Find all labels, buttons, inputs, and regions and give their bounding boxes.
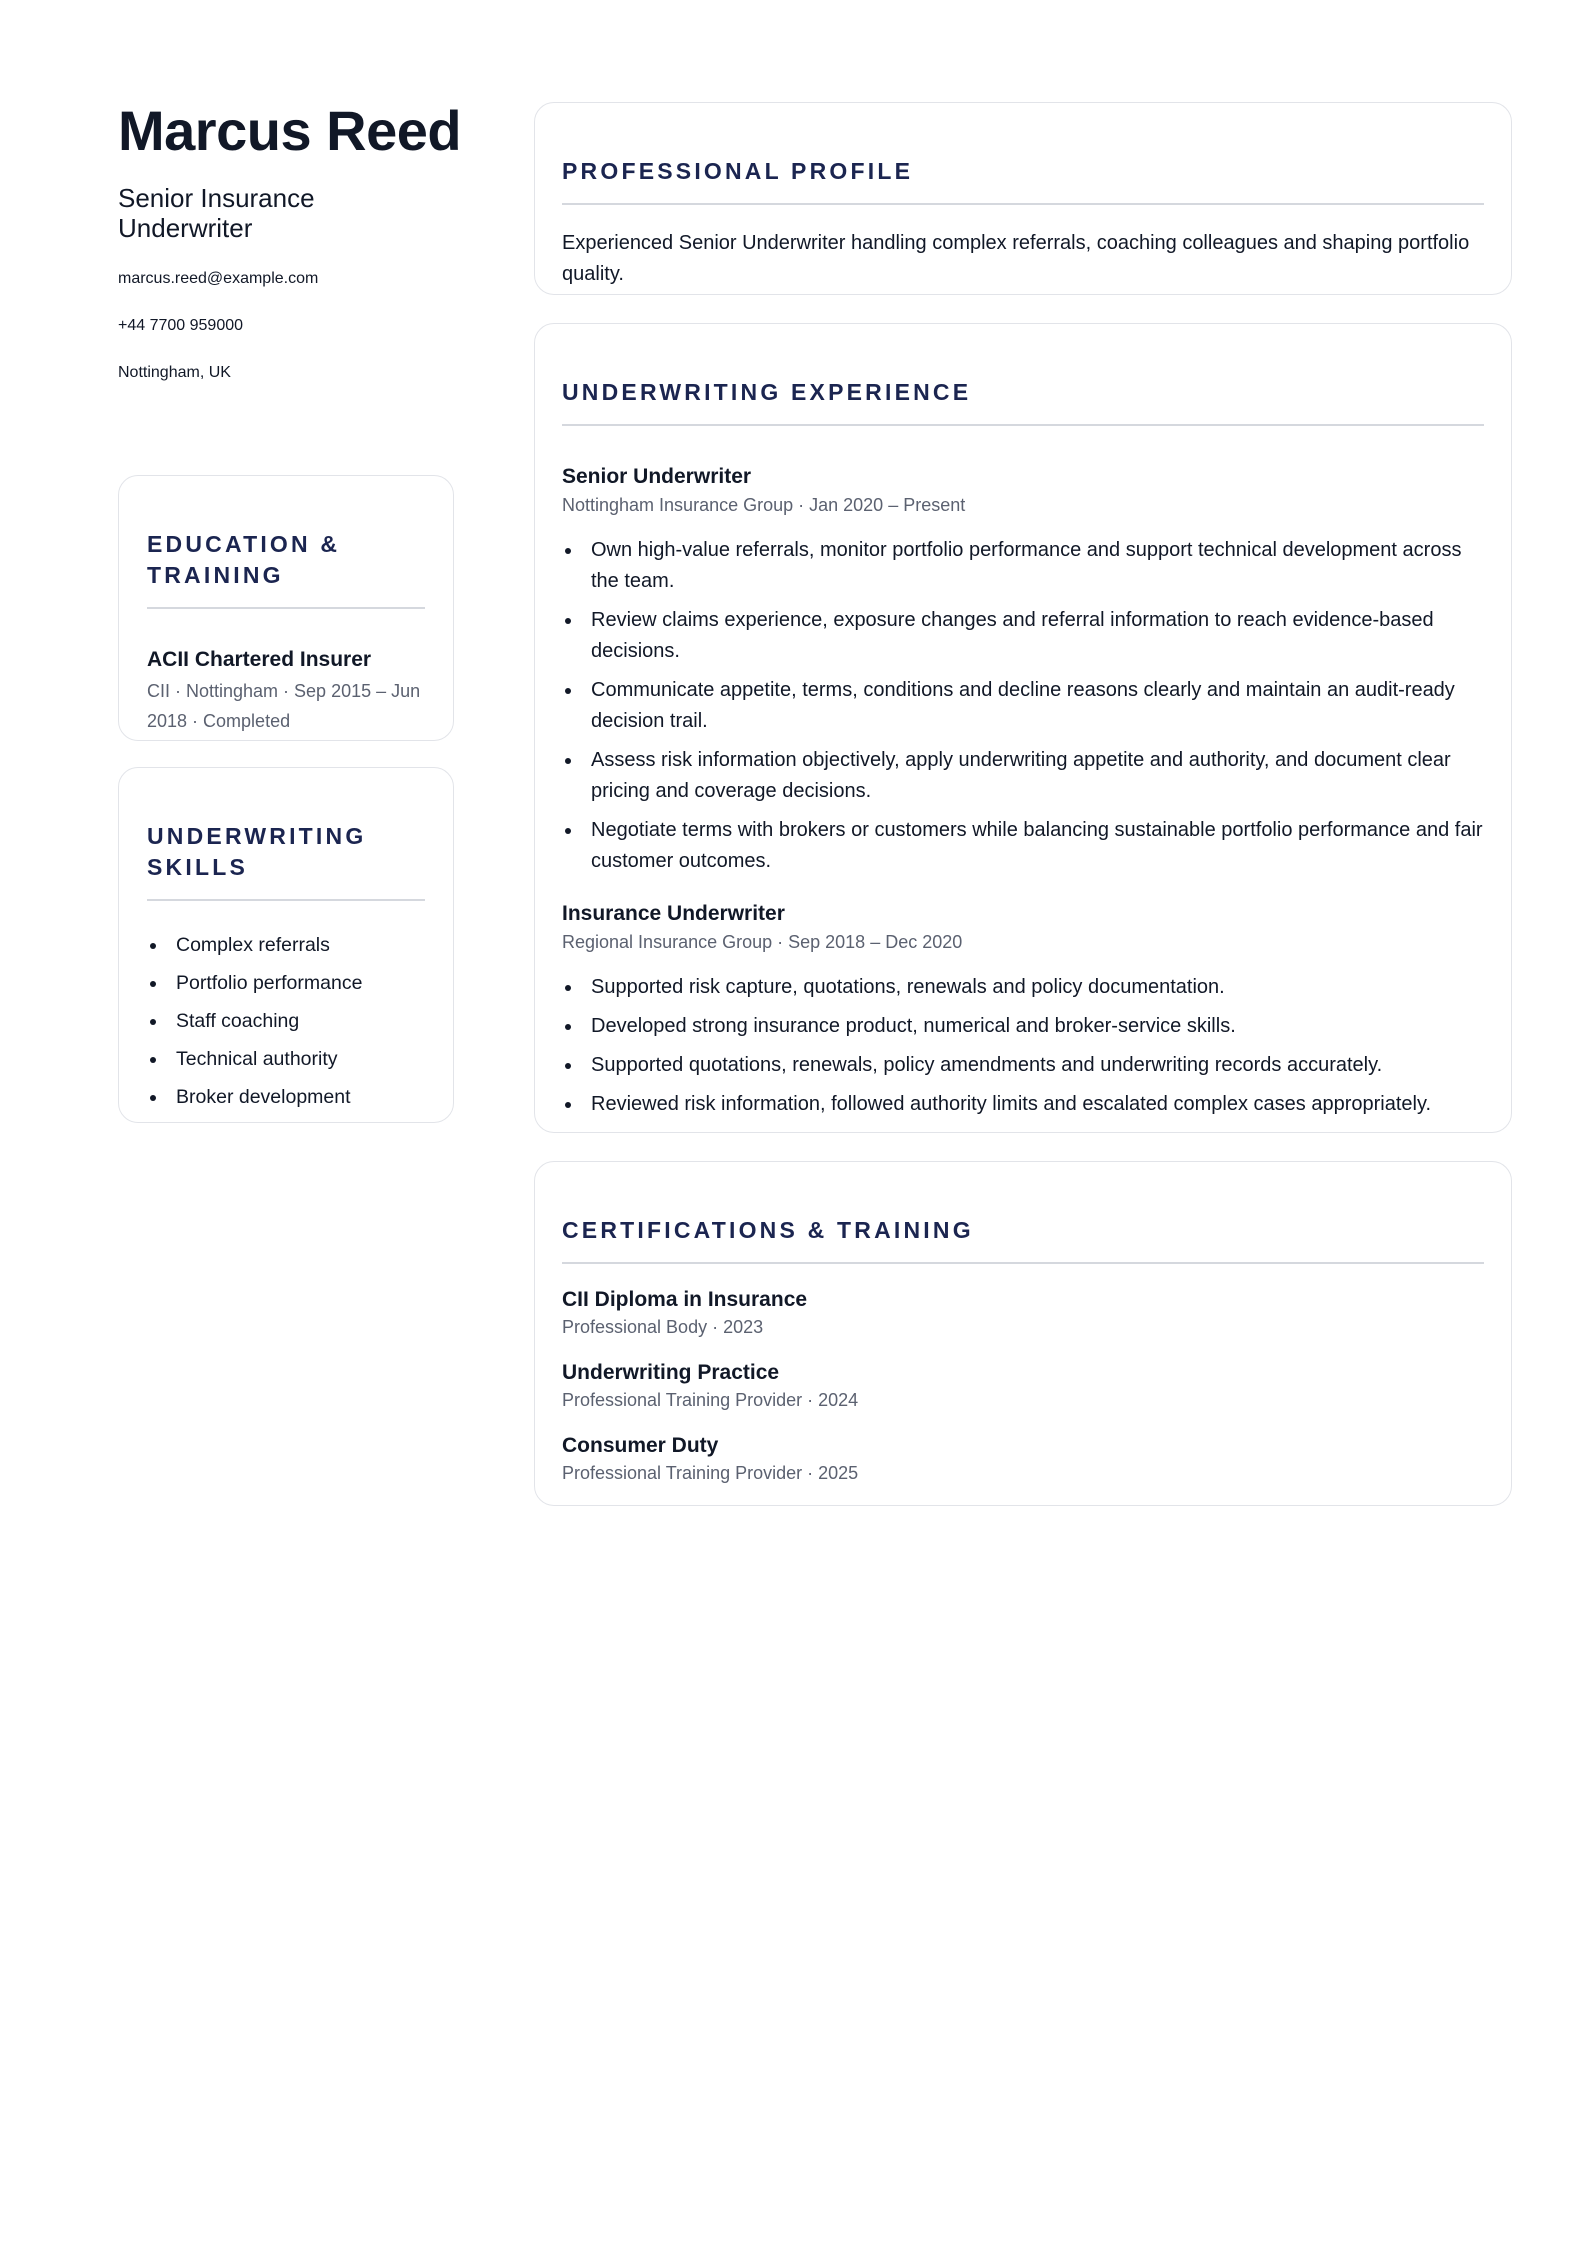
profile-summary: Experienced Senior Underwriter handling complex referrals, coaching colleagues and shaping portfolio quality. bbox=[562, 232, 1470, 285]
skill-item: Portfolio performance bbox=[147, 969, 425, 997]
job-bullet: Developed strong insurance product, numerical and broker-service skills. bbox=[562, 1011, 1484, 1042]
skill-item: Staff coaching bbox=[147, 1007, 425, 1035]
job-bullet: Assess risk information objectively, apply underwriting appetite and authority, and document clear pricing and coverage decisions. bbox=[562, 745, 1484, 807]
person-headline: Senior Insurance Underwriter bbox=[118, 182, 315, 244]
certification-title: Underwriting Practice bbox=[562, 1361, 780, 1384]
skill-item: Technical authority bbox=[147, 1045, 425, 1073]
education-item-meta: CII · Nottingham · Sep 2015 – Jun 2018 · Completed bbox=[147, 681, 421, 731]
job-bullet: Negotiate terms with brokers or customers while balancing sustainable portfolio performance and fair customer outcomes. bbox=[562, 815, 1484, 877]
certification-item bbox=[562, 1287, 1484, 1339]
education-item-title: ACII Chartered Insurer bbox=[147, 648, 372, 671]
job-bullet: Communicate appetite, terms, conditions and decline reasons clearly and maintain an audit-ready decision trail. bbox=[562, 675, 1484, 737]
job-entry bbox=[562, 464, 1484, 877]
experience-title: UNDERWRITING EXPERIENCE bbox=[562, 379, 972, 405]
skills-title: UNDERWRITING SKILLS bbox=[147, 823, 367, 880]
section-divider bbox=[562, 1262, 1484, 1264]
certification-title: CII Diploma in Insurance bbox=[562, 1288, 808, 1311]
section-divider bbox=[147, 899, 425, 901]
job-bullet: Reviewed risk information, followed authority limits and escalated complex cases appropriately. bbox=[562, 1089, 1484, 1120]
education-card bbox=[118, 475, 454, 741]
job-bullet: Supported quotations, renewals, policy amendments and underwriting records accurately. bbox=[562, 1050, 1484, 1081]
job-bullets bbox=[562, 535, 1484, 877]
job-bullets bbox=[562, 972, 1484, 1120]
certification-item bbox=[562, 1433, 1484, 1485]
certification-meta: Professional Body · 2023 bbox=[562, 1317, 764, 1337]
job-title: Insurance Underwriter bbox=[562, 902, 785, 925]
education-item bbox=[147, 647, 425, 736]
education-title: EDUCATION & TRAINING bbox=[147, 531, 341, 588]
section-divider bbox=[562, 424, 1484, 426]
job-entry bbox=[562, 901, 1484, 1120]
skill-item: Complex referrals bbox=[147, 931, 425, 959]
contact-list bbox=[118, 269, 454, 383]
certification-meta: Professional Training Provider · 2024 bbox=[562, 1390, 859, 1410]
skill-item: Broker development bbox=[147, 1083, 425, 1111]
experience-card bbox=[534, 323, 1512, 1133]
profile-card bbox=[534, 102, 1512, 295]
profile-title: PROFESSIONAL PROFILE bbox=[562, 158, 914, 184]
contact-phone[interactable]: +44 7700 959000 bbox=[118, 317, 244, 335]
job-meta: Regional Insurance Group · Sep 2018 – Dec 2020 bbox=[562, 932, 963, 952]
skills-list bbox=[147, 931, 425, 1111]
job-bullet: Review claims experience, exposure changes and referral information to reach evidence-based decisions. bbox=[562, 605, 1484, 667]
job-meta: Nottingham Insurance Group · Jan 2020 – Present bbox=[562, 495, 966, 515]
certification-item bbox=[562, 1360, 1484, 1412]
sidebar-header bbox=[118, 99, 462, 410]
job-bullet: Own high-value referrals, monitor portfolio performance and support technical development across the team. bbox=[562, 535, 1484, 597]
job-bullet: Supported risk capture, quotations, renewals and policy documentation. bbox=[562, 972, 1484, 1003]
certifications-title: CERTIFICATIONS & TRAINING bbox=[562, 1217, 974, 1243]
skills-card bbox=[118, 767, 454, 1123]
person-name: Marcus Reed bbox=[118, 99, 462, 162]
section-divider bbox=[562, 203, 1484, 205]
certification-title: Consumer Duty bbox=[562, 1434, 719, 1457]
section-divider bbox=[147, 607, 425, 609]
contact-location: Nottingham, UK bbox=[118, 364, 231, 382]
job-title: Senior Underwriter bbox=[562, 465, 752, 488]
certification-meta: Professional Training Provider · 2025 bbox=[562, 1463, 859, 1483]
certifications-card bbox=[534, 1161, 1512, 1506]
contact-email[interactable]: marcus.reed@example.com bbox=[118, 270, 319, 288]
